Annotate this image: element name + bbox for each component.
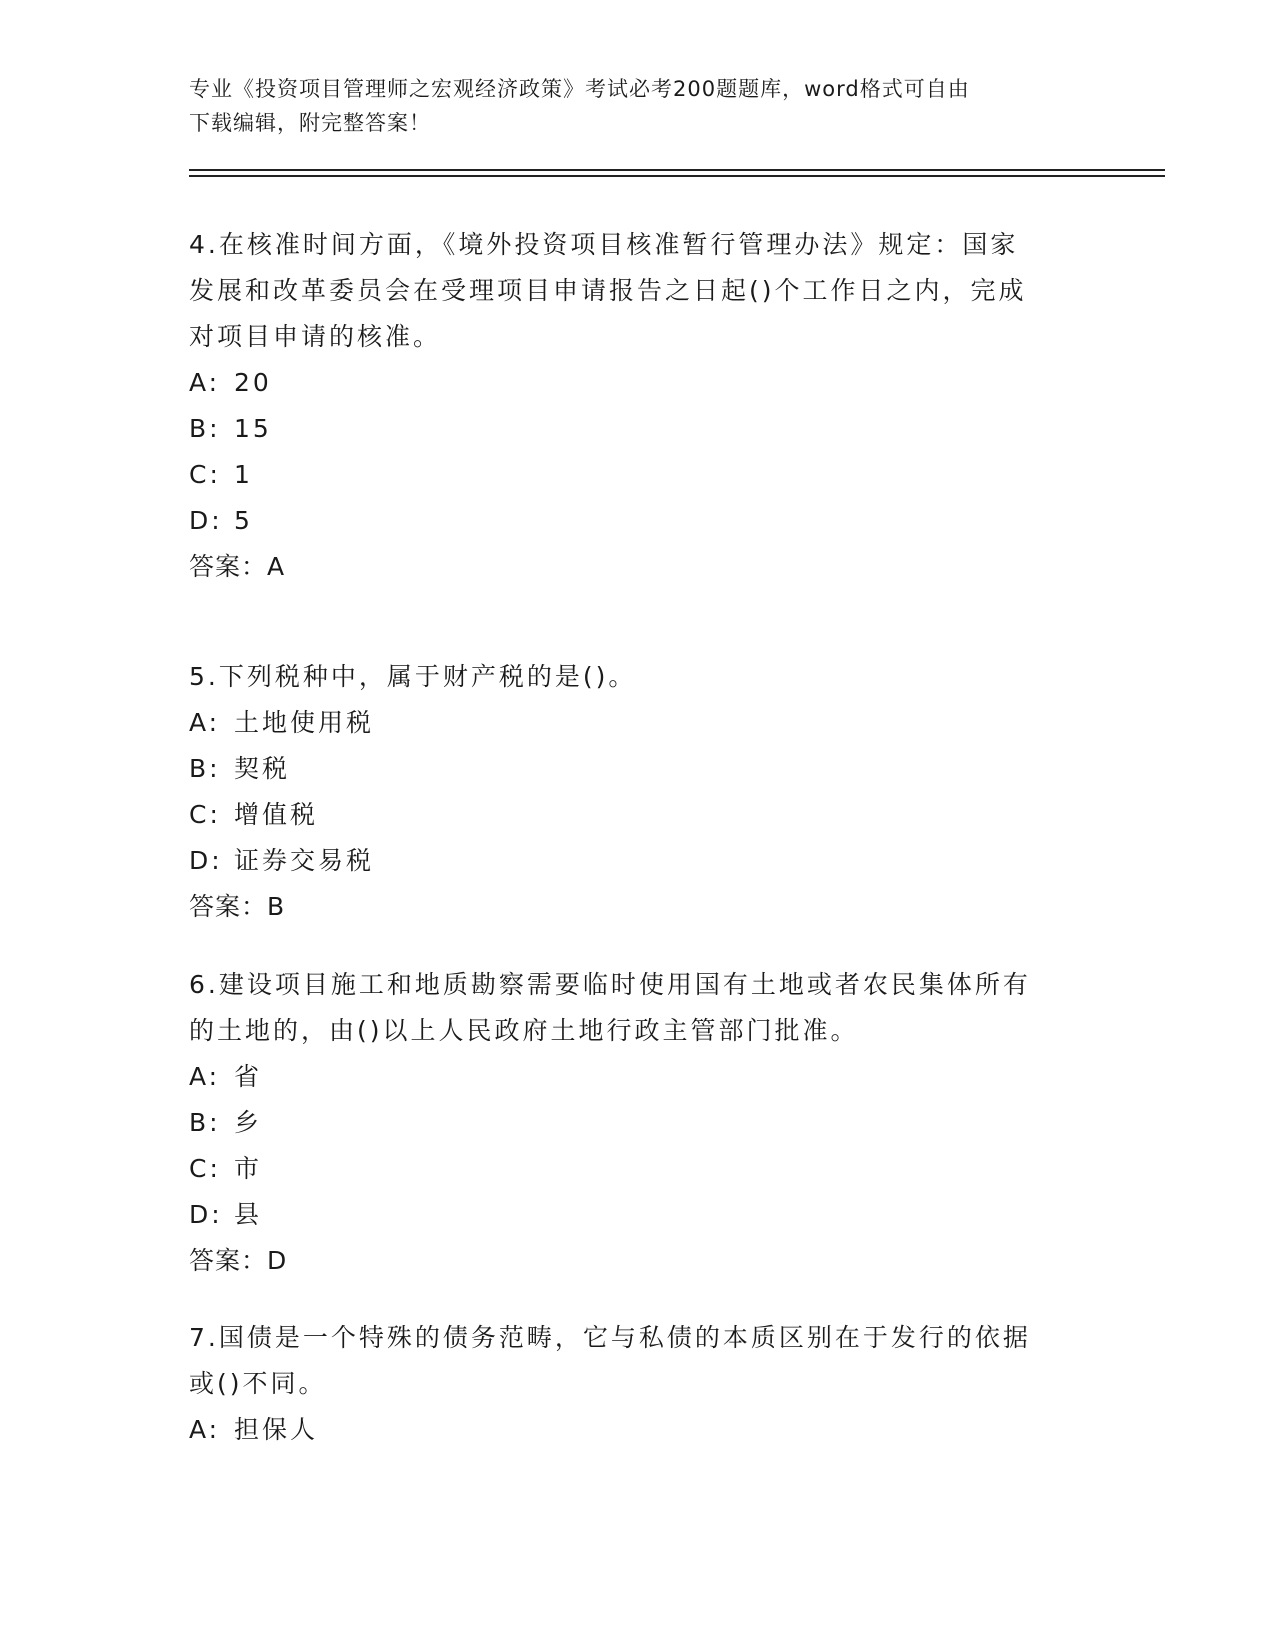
question-4 <box>189 222 1069 590</box>
question-stem-line: 的土地的，由()以上人民政府土地行政主管部门批准。 <box>189 1016 859 1045</box>
question-stem-line: 发展和改革委员会在受理项目申请报告之日起()个工作日之内，完成 <box>189 276 1027 305</box>
option-a: A: 担保人 <box>189 1415 319 1444</box>
question-stem-line: 6.建设项目施工和地质勘察需要临时使用国有土地或者农民集体所有 <box>189 970 1031 999</box>
header-divider-top <box>189 169 1165 171</box>
option-a: A: 省 <box>189 1062 263 1091</box>
question-6 <box>189 962 1069 1284</box>
option-c: C: 市 <box>189 1154 263 1183</box>
answer: 答案：D <box>189 1246 288 1275</box>
header-divider-bottom <box>189 175 1165 177</box>
option-b: B: 契税 <box>189 754 291 783</box>
option-a: A: 土地使用税 <box>189 708 375 737</box>
option-c: C: 1 <box>189 460 253 489</box>
question-5 <box>189 654 1069 930</box>
question-stem-line: 4.在核准时间方面，《境外投资项目核准暂行管理办法》规定：国家 <box>189 230 1019 259</box>
answer: 答案：A <box>189 552 286 581</box>
header-line-2: 下载编辑，附完整答案！ <box>189 111 431 135</box>
document-header <box>189 72 1089 140</box>
option-a: A: 20 <box>189 368 272 397</box>
answer: 答案：B <box>189 892 286 921</box>
question-stem-line: 或()不同。 <box>189 1369 327 1398</box>
question-stem-line: 7.国债是一个特殊的债务范畴，它与私债的本质区别在于发行的依据 <box>189 1323 1031 1352</box>
option-d: D: 5 <box>189 506 253 535</box>
option-d: D: 证券交易税 <box>189 846 375 875</box>
option-c: C: 增值税 <box>189 800 319 829</box>
option-d: D: 县 <box>189 1200 263 1229</box>
header-line-1: 专业《投资项目管理师之宏观经济政策》考试必考200题题库，word格式可自由 <box>189 77 970 101</box>
question-stem-line: 5.下列税种中，属于财产税的是()。 <box>189 662 637 691</box>
question-7 <box>189 1315 1069 1453</box>
question-stem-line: 对项目申请的核准。 <box>189 322 442 351</box>
option-b: B: 乡 <box>189 1108 263 1137</box>
option-b: B: 15 <box>189 414 272 443</box>
